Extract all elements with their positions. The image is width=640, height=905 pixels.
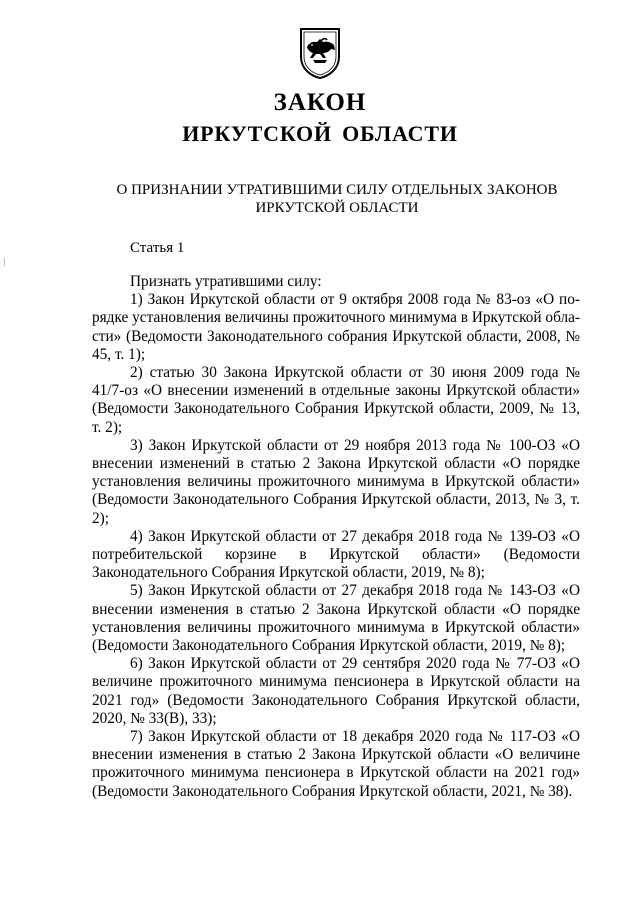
coat-of-arms-icon	[299, 27, 341, 79]
article-item: 4) Закон Иркутской области от 27 декабря 2018 года № 139-ОЗ «О потребительской корзине в Иркутской области» (Ведомости Законодательного Собрания Иркутской области, 2019, № 8);	[92, 527, 580, 582]
article-body	[92, 273, 580, 801]
article-heading: Статья 1	[130, 240, 185, 256]
article-intro: Признать утратившими силу:	[130, 273, 322, 290]
article-item: 7) Закон Иркутской области от 18 декабря 2020 года № 117-ОЗ «О внесении изменения в статью 2 Закона Иркутской области «О величине прожиточного минимума пенсионера в Иркутской области на 2021 год» (Ведомости Законодательного Собрания Иркутской области, 2021, № 38).	[92, 728, 580, 800]
article-item: 1) Закон Иркутской области от 9 октября 2008 года № 83-оз «О порядке установления величины прожиточного минимума в Иркутской области» (Ведомости Законодательного собрания Иркутской области, 2008, № 45, т. 1);	[92, 291, 580, 363]
article-item: 5) Закон Иркутской области от 27 декабря 2018 года № 143-ОЗ «О внесении изменения в статью 2 Закона Иркутской области «О порядке установления величины прожиточного минимума в Иркутской области» (Ведомости Законодательного Собрания Иркутской области, 2019, № 8);	[92, 582, 580, 655]
subject-line1: О ПРИЗНАНИИ УТРАТИВШИМИ СИЛУ ОТДЕЛЬНЫХ ЗАКОНОВ	[116, 182, 558, 198]
scan-margin-mark	[4, 258, 5, 266]
article-item: 2) статью 30 Закона Иркутской области от 30 июня 2009 года № 41/7-оз «О внесении изменений в отдельные законы Иркутской области» (Ведомости Законодательного Собрания Иркутской области, 2009, № 13, т. 2);	[92, 364, 580, 436]
article-item: 6) Закон Иркутской области от 29 сентября 2020 года № 77-ОЗ «О величине прожиточного минимума пенсионера в Иркутской области на 2021 год» (Ведомости Законодательного Собрания Иркутской области, 2020, № 33(В), 33);	[92, 655, 580, 727]
document-title-line1: ЗАКОН	[273, 89, 367, 116]
subject-line2: ИРКУТСКОЙ ОБЛАСТИ	[255, 200, 419, 216]
document-title-line2: ИРКУТСКОЙ ОБЛАСТИ	[182, 121, 458, 146]
law-subject-heading	[90, 181, 584, 217]
article-item: 3) Закон Иркутской области от 29 ноября 2013 года № 100-ОЗ «О внесении изменений в статью 2 Закона Иркутской области «О порядке установления величины прожиточного минимума в Иркутской области» (Ведомости Законодательного Собрания Иркутской области, 2013, № 3, т. 2);	[92, 436, 580, 527]
